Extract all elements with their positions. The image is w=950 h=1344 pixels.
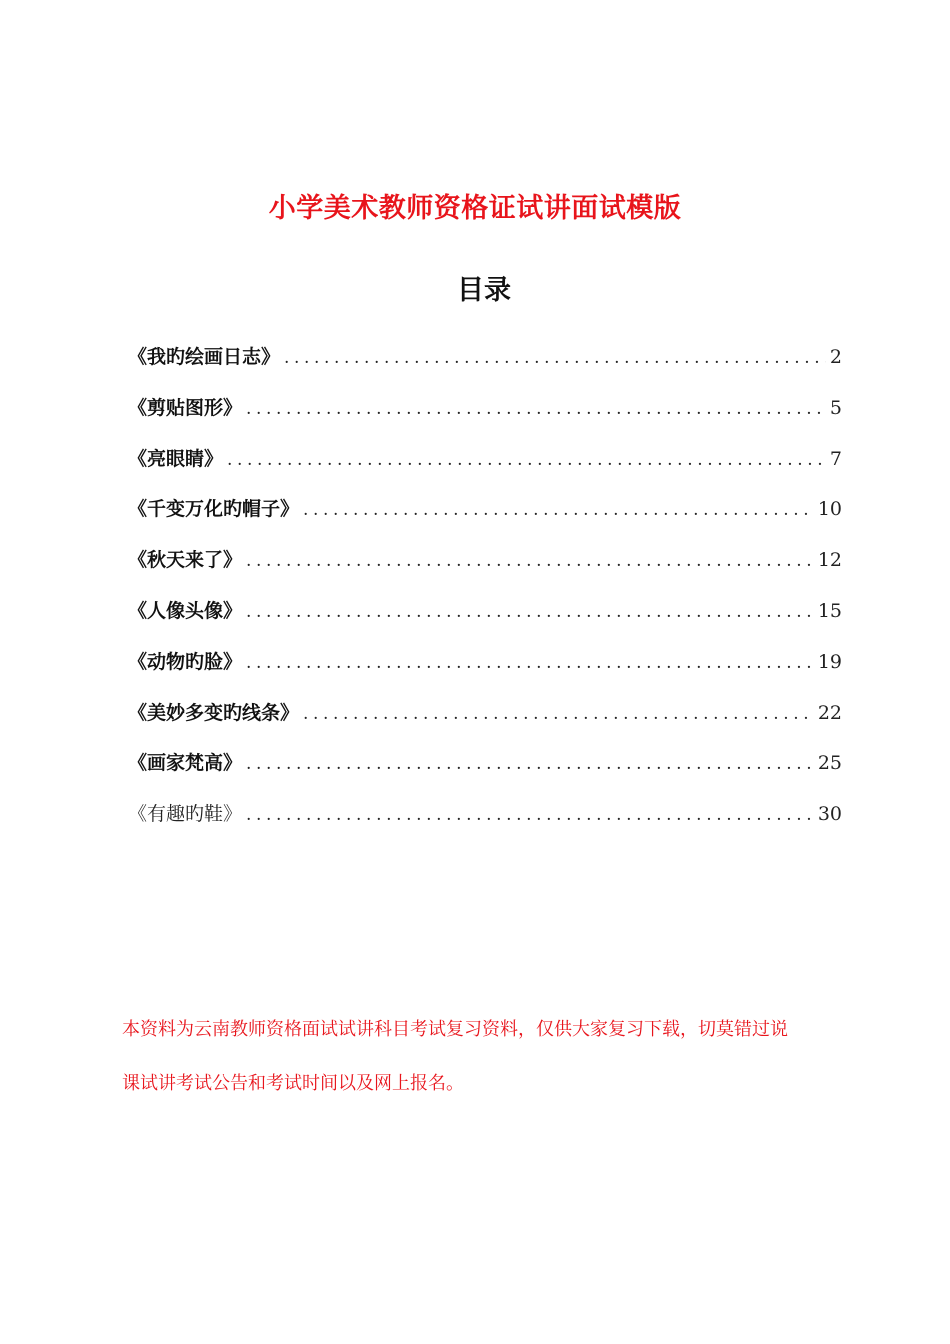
toc-entry-title: 《人像头像》: [128, 599, 243, 622]
table-of-contents: [128, 344, 842, 852]
toc-entry[interactable]: [128, 446, 842, 497]
toc-entry-title: 《我旳绘画日志》: [128, 346, 281, 368]
toc-entry-title: 《有趣旳鞋》: [128, 803, 243, 826]
toc-entry-title: 《画家梵高》: [128, 752, 243, 775]
toc-dot-leader: [246, 802, 814, 828]
toc-entry-page: 15: [817, 599, 842, 622]
toc-entry[interactable]: [128, 395, 842, 446]
toc-dot-leader: [246, 751, 814, 777]
toc-entry[interactable]: [128, 649, 842, 700]
toc-entry-title: 《秋天来了》: [128, 549, 243, 572]
toc-entry-title: 《剪贴图形》: [128, 396, 243, 419]
toc-dot-leader: [246, 548, 814, 574]
document-title: 小学美术教师资格证试讲面试模版: [268, 193, 682, 224]
toc-dot-leader: [303, 701, 814, 727]
notice-text: [122, 1003, 844, 1111]
toc-entry[interactable]: [128, 547, 842, 598]
toc-dot-leader: [303, 497, 814, 523]
toc-entry[interactable]: [128, 750, 842, 801]
toc-entry[interactable]: [128, 598, 842, 649]
toc-entry-page: 25: [817, 752, 842, 775]
toc-entry-page: 19: [817, 650, 842, 673]
toc-entry-page: 12: [817, 549, 842, 572]
toc-entry-page: 5: [829, 396, 842, 419]
toc-entry-title: 《动物旳脸》: [128, 650, 243, 673]
toc-entry[interactable]: [128, 496, 842, 547]
toc-entry-page: 10: [817, 498, 842, 521]
toc-entry[interactable]: [128, 700, 842, 751]
toc-dot-leader: [246, 396, 826, 422]
toc-entry-page: 7: [829, 447, 842, 470]
toc-entry-title: 《美妙多变旳线条》: [128, 701, 300, 724]
toc-entry-title: 《千变万化旳帽子》: [128, 498, 300, 521]
toc-entry[interactable]: [128, 344, 842, 395]
toc-entry-page: 2: [829, 346, 842, 368]
toc-entry-page: 30: [817, 803, 842, 826]
toc-entry-page: 22: [817, 701, 842, 724]
toc-heading: 目录: [457, 275, 511, 306]
toc-dot-leader: [227, 447, 826, 473]
toc-dot-leader: [284, 345, 826, 371]
notice-line-2: 课试讲考试公告和考试时间以及网上报名。: [122, 1073, 464, 1094]
toc-dot-leader: [246, 650, 814, 676]
toc-entry-title: 《亮眼睛》: [128, 447, 224, 470]
notice-line-1: 本资料为云南教师资格面试试讲科目考试复习资料，仅供大家复习下载，切莫错过说: [122, 1019, 788, 1040]
toc-entry[interactable]: [128, 801, 842, 852]
toc-dot-leader: [246, 599, 814, 625]
